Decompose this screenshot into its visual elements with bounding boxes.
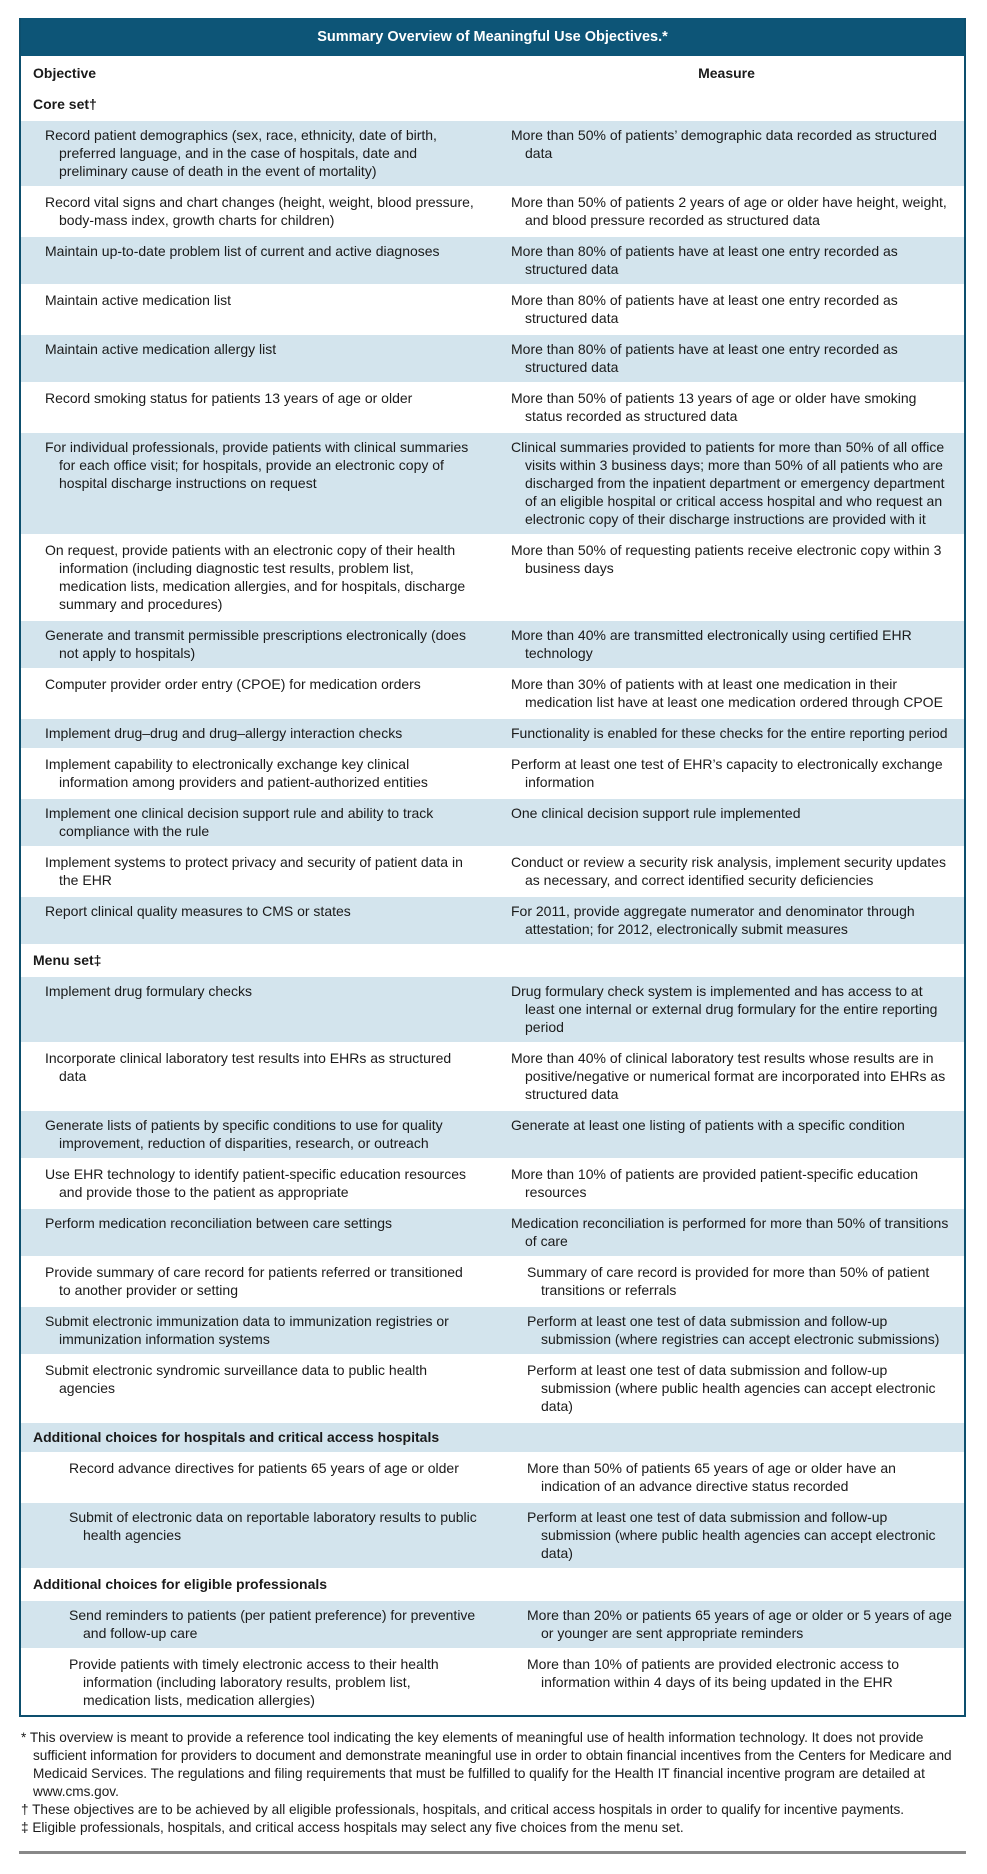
section-label: Menu set‡	[21, 945, 964, 976]
objective-text: Generate and transmit permissible prescriptions electronically (does not apply to hospitals)	[45, 627, 466, 661]
table-row	[21, 1600, 964, 1649]
measure-text: Conduct or review a security risk analysis, implement security updates as necessary, and correct identified security deficiencies	[511, 854, 946, 888]
objective-cell	[21, 1502, 487, 1569]
summary-table-frame	[19, 18, 966, 1717]
measure-cell	[487, 1159, 964, 1208]
objective-text: Incorporate clinical laboratory test results into EHRs as structured data	[45, 1050, 452, 1084]
objective-cell	[21, 1110, 487, 1159]
objective-cell	[21, 1043, 487, 1110]
measure-cell	[487, 432, 964, 535]
objective-text: Record patient demographics (sex, race, ethnicity, date of birth, preferred language, and in the case of hospitals, date and preliminary cause of death in the event of mortality)	[45, 127, 437, 179]
objective-text: Generate lists of patients by specific conditions to use for quality improvement, reduction of disparities, research, or outreach	[45, 1117, 443, 1151]
objective-cell	[21, 383, 487, 432]
measure-text: Generate at least one listing of patients with a specific condition	[511, 1117, 905, 1133]
objective-cell	[21, 1257, 487, 1306]
table-body	[21, 90, 964, 1715]
objective-cell	[21, 535, 487, 620]
table-row	[21, 1159, 964, 1208]
measure-text: For 2011, provide aggregate numerator and denominator through attestation; for 2012, electronically submit measures	[511, 903, 915, 937]
table-row	[21, 1208, 964, 1257]
objective-text: Provide summary of care record for patients referred or transitioned to another provider or setting	[45, 1264, 463, 1298]
measure-cell	[487, 285, 964, 334]
table-row	[21, 285, 964, 334]
measure-cell	[487, 1306, 964, 1355]
objective-cell	[21, 896, 487, 945]
objective-text: Submit electronic immunization data to immunization registries or immunization information systems	[45, 1313, 449, 1347]
table-row	[21, 535, 964, 620]
table-row	[21, 620, 964, 669]
measure-cell	[487, 187, 964, 236]
objective-cell	[21, 334, 487, 383]
objective-cell	[21, 1649, 487, 1715]
objective-text: Submit electronic syndromic surveillance data to public health agencies	[45, 1362, 428, 1396]
objective-cell	[21, 669, 487, 718]
measure-text: More than 10% of patients are provided patient-specific education resources	[511, 1166, 919, 1200]
objective-cell	[21, 1453, 487, 1502]
section-label: Additional choices for eligible professionals	[21, 1569, 964, 1600]
objective-text: Maintain active medication list	[45, 292, 231, 308]
measure-cell	[487, 1208, 964, 1257]
table-row	[21, 718, 964, 749]
measure-text: Functionality is enabled for these checks for the entire reporting period	[511, 725, 948, 741]
measure-cell	[487, 896, 964, 945]
objective-text: Perform medication reconciliation between care settings	[45, 1215, 393, 1231]
objective-text: Computer provider order entry (CPOE) for medication orders	[45, 676, 421, 692]
measure-text: More than 50% of patients’ demographic data recorded as structured data	[511, 127, 937, 161]
section-core	[21, 90, 964, 120]
objective-cell	[21, 1208, 487, 1257]
objective-cell	[21, 1600, 487, 1649]
objective-cell	[21, 236, 487, 285]
objective-text: Implement systems to protect privacy and security of patient data in the EHR	[45, 854, 463, 888]
measure-text: Medication reconciliation is performed for more than 50% of transitions of care	[511, 1215, 949, 1249]
objective-text: Report clinical quality measures to CMS or states	[45, 903, 351, 919]
measure-cell	[487, 718, 964, 749]
objective-text: Provide patients with timely electronic access to their health information (including laboratory results, problem list, medication lists, medication allergies)	[69, 1656, 439, 1708]
measure-cell	[487, 1355, 964, 1422]
subsection-hospitals	[21, 1422, 964, 1453]
table-row	[21, 1043, 964, 1110]
measure-cell	[487, 798, 964, 847]
table-row	[21, 1502, 964, 1569]
measure-text: More than 50% of patients 65 years of age or older have an indication of an advance directive status recorded	[527, 1460, 896, 1494]
measure-text: More than 50% of patients 2 years of age or older have height, weight, and blood pressure recorded as structured data	[511, 194, 947, 228]
table-row	[21, 749, 964, 798]
measure-text: More than 50% of requesting patients receive electronic copy within 3 business days	[511, 542, 942, 576]
table-title: Summary Overview of Meaningful Use Objectives.*	[21, 18, 964, 56]
measure-text: More than 30% of patients with at least one medication in their medication list have at least one medication ordered through CPOE	[511, 676, 943, 710]
measure-cell	[487, 620, 964, 669]
measure-cell	[487, 236, 964, 285]
objective-text: Implement one clinical decision support rule and ability to track compliance with the rule	[45, 805, 434, 839]
measure-cell	[487, 847, 964, 896]
bottom-rule	[19, 1851, 966, 1854]
measure-text: Perform at least one test of data submission and follow-up submission (where public health agencies can accept electronic data)	[527, 1509, 936, 1561]
subsection-professionals	[21, 1569, 964, 1600]
measure-cell	[487, 1649, 964, 1715]
measure-text: Clinical summaries provided to patients for more than 50% of all office visits within 3 business days; more than 50% of all patients who are discharged from the inpatient department or emergency department of an eligible hospital or critical access hospital and who request an electronic copy of their discharge instructions are provided with it	[511, 439, 945, 527]
objective-cell	[21, 718, 487, 749]
column-header-measure: Measure	[698, 65, 755, 81]
measure-cell	[487, 669, 964, 718]
measure-cell	[487, 1502, 964, 1569]
table-row	[21, 669, 964, 718]
objective-text: Submit of electronic data on reportable laboratory results to public health agencies	[69, 1509, 477, 1543]
table-row	[21, 120, 964, 187]
footnote-double-dagger: ‡ Eligible professionals, hospitals, and critical access hospitals may select any five choices from the menu set.	[21, 1820, 684, 1835]
objective-text: Record advance directives for patients 65 years of age or older	[69, 1460, 459, 1476]
objective-cell	[21, 798, 487, 847]
objectives-table	[21, 56, 964, 1715]
objective-cell	[21, 620, 487, 669]
measure-text: More than 50% of patients 13 years of age or older have smoking status recorded as structured data	[511, 390, 917, 424]
objective-text: On request, provide patients with an electronic copy of their health information (including diagnostic test results, problem list, medication lists, medication allergies, and for hospitals, discharge summary and procedures)	[45, 542, 466, 612]
objective-cell	[21, 432, 487, 535]
objective-text: Implement capability to electronically exchange key clinical information among providers and patient-authorized entities	[45, 756, 428, 790]
table-row	[21, 976, 964, 1043]
table-row	[21, 334, 964, 383]
table-row	[21, 236, 964, 285]
column-header-row	[21, 56, 964, 90]
measure-text: More than 80% of patients have at least one entry recorded as structured data	[511, 243, 898, 277]
footnote-dagger: † These objectives are to be achieved by all eligible professionals, hospitals, and critical access hospitals in order to qualify for incentive payments.	[21, 1802, 905, 1817]
measure-text: More than 80% of patients have at least one entry recorded as structured data	[511, 341, 898, 375]
measure-text: Perform at least one test of EHR’s capacity to electronically exchange information	[511, 756, 943, 790]
table-row	[21, 847, 964, 896]
measure-text: More than 10% of patients are provided electronic access to information within 4 days of its being updated in the EHR	[527, 1656, 899, 1690]
column-header-objective: Objective	[33, 65, 97, 81]
objective-text: Send reminders to patients (per patient preference) for preventive and follow-up care	[69, 1607, 476, 1641]
measure-cell	[487, 535, 964, 620]
objective-text: Use EHR technology to identify patient-specific education resources and provide those to the patient as appropriate	[45, 1166, 466, 1200]
table-row	[21, 187, 964, 236]
measure-text: More than 40% of clinical laboratory test results whose results are in positive/negative or numerical format are incorporated into EHRs as structured data	[511, 1050, 946, 1102]
table-row	[21, 1257, 964, 1306]
measure-cell	[487, 334, 964, 383]
objective-cell	[21, 976, 487, 1043]
section-menu	[21, 945, 964, 976]
objective-text: For individual professionals, provide patients with clinical summaries for each office visit; for hospitals, provide an electronic copy of hospital discharge instructions on request	[45, 439, 469, 491]
measure-cell	[487, 1043, 964, 1110]
objective-text: Record vital signs and chart changes (height, weight, blood pressure, body-mass index, growth charts for children)	[45, 194, 474, 228]
objective-cell	[21, 1306, 487, 1355]
objective-cell	[21, 187, 487, 236]
objective-text: Maintain active medication allergy list	[45, 341, 277, 357]
table-row	[21, 1649, 964, 1715]
section-label: Additional choices for hospitals and critical access hospitals	[21, 1422, 964, 1453]
measure-cell	[487, 383, 964, 432]
measure-text: Perform at least one test of data submission and follow-up submission (where public health agencies can accept electronic data)	[527, 1362, 936, 1414]
table-row	[21, 798, 964, 847]
section-label: Core set†	[21, 90, 964, 120]
measure-text: More than 80% of patients have at least one entry recorded as structured data	[511, 292, 898, 326]
measure-text: Summary of care record is provided for more than 50% of patient transitions or referrals	[527, 1264, 930, 1298]
measure-text: More than 20% or patients 65 years of age or older or 5 years of age or younger are sent appropriate reminders	[527, 1607, 952, 1641]
measure-text: One clinical decision support rule implemented	[511, 805, 801, 821]
measure-text: Perform at least one test of data submission and follow-up submission (where registries can accept electronic submissions)	[527, 1313, 940, 1347]
objective-text: Implement drug–drug and drug–allergy interaction checks	[45, 725, 403, 741]
objective-text: Maintain up-to-date problem list of current and active diagnoses	[45, 243, 440, 259]
measure-cell	[487, 749, 964, 798]
measure-cell	[487, 976, 964, 1043]
measure-cell	[487, 1257, 964, 1306]
table-row	[21, 896, 964, 945]
footnotes	[19, 1729, 966, 1837]
objective-cell	[21, 847, 487, 896]
objective-cell	[21, 749, 487, 798]
measure-text: Drug formulary check system is implemented and has access to at least one internal or external drug formulary for the entire reporting period	[511, 983, 938, 1035]
table-row	[21, 383, 964, 432]
objective-text: Record smoking status for patients 13 years of age or older	[45, 390, 413, 406]
objective-cell	[21, 120, 487, 187]
objective-text: Implement drug formulary checks	[45, 983, 252, 999]
measure-cell	[487, 1600, 964, 1649]
measure-cell	[487, 1453, 964, 1502]
measure-cell	[487, 120, 964, 187]
measure-cell	[487, 1110, 964, 1159]
table-row	[21, 1110, 964, 1159]
table-row	[21, 432, 964, 535]
footnote-asterisk: * This overview is meant to provide a reference tool indicating the key elements of meaningful use of health information technology. It does not provide sufficient information for providers to document and demonstrate meaningful use in order to obtain financial incentives from the Centers for Medicare and Medicaid Services. The regulations and filing requirements that must be fulfilled to qualify for the Health IT financial incentive program are detailed at www.cms.gov.	[21, 1730, 952, 1799]
measure-text: More than 40% are transmitted electronically using certified EHR technology	[511, 627, 912, 661]
objective-cell	[21, 285, 487, 334]
objective-cell	[21, 1159, 487, 1208]
table-row	[21, 1453, 964, 1502]
table-row	[21, 1306, 964, 1355]
table-row	[21, 1355, 964, 1422]
objective-cell	[21, 1355, 487, 1422]
